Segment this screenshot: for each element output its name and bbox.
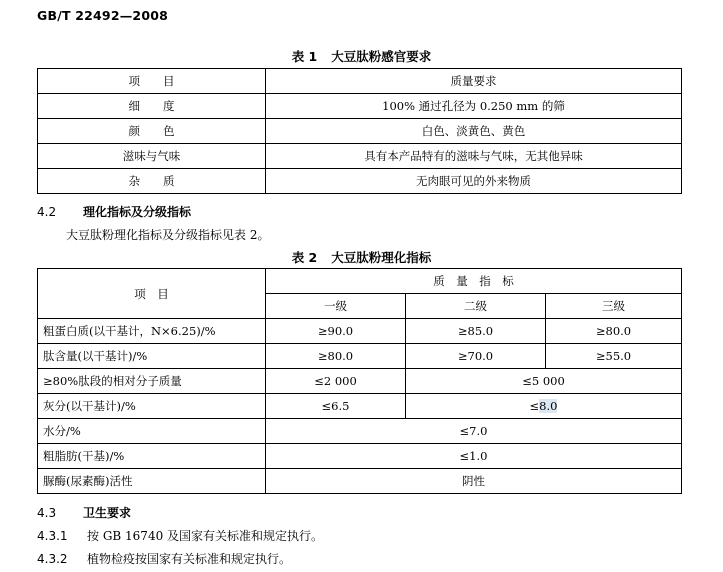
protein-grade-2: ≥85.0 xyxy=(406,319,546,344)
table-row xyxy=(38,319,682,344)
header-grade-1: 一级 xyxy=(266,294,406,319)
section-4-3-heading xyxy=(37,504,131,521)
peptide-grade-3: ≥55.0 xyxy=(546,344,682,369)
table1-caption-title: 大豆肽粉感官要求 xyxy=(331,49,432,64)
row-label: 滋味与气味 xyxy=(38,144,266,169)
table1-caption-number: 表 1 xyxy=(291,49,318,64)
clause-4-3-2 xyxy=(37,550,291,567)
row-label-molecular-mass: ≥80%肽段的相对分子质量 xyxy=(38,369,266,394)
physicochemical-indicators-table xyxy=(37,268,682,494)
section-number: 4.2 xyxy=(37,205,57,219)
clause-text: 植物检疫按国家有关标准和规定执行。 xyxy=(87,552,292,566)
row-label-peptide: 肽含量(以干基计)/% xyxy=(38,344,266,369)
row-value: 无肉眼可见的外来物质 xyxy=(266,169,682,194)
peptide-grade-1: ≥80.0 xyxy=(266,344,406,369)
table-row xyxy=(38,344,682,369)
protein-grade-3: ≥80.0 xyxy=(546,319,682,344)
row-label-protein: 粗蛋白质(以干基计，N×6.25)/% xyxy=(38,319,266,344)
row-value: 100% 通过孔径为 0.250 mm 的筛 xyxy=(266,94,682,119)
clause-text: 按 GB 16740 及国家有关标准和规定执行。 xyxy=(87,529,324,543)
clause-4-3-1 xyxy=(37,527,323,544)
table-row xyxy=(38,394,682,419)
table-row xyxy=(38,144,682,169)
table1-caption xyxy=(0,47,723,65)
fat-all-grades: ≤1.0 xyxy=(266,444,682,469)
row-label-urease: 脲酶(尿素酶)活性 xyxy=(38,469,266,494)
mass-grade-1: ≤2 000 xyxy=(266,369,406,394)
ash-grade-1: ≤6.5 xyxy=(266,394,406,419)
row-label: 细 度 xyxy=(38,94,266,119)
row-value: 白色、淡黄色、黄色 xyxy=(266,119,682,144)
peptide-grade-2: ≥70.0 xyxy=(406,344,546,369)
header-grade-3: 三级 xyxy=(546,294,682,319)
table-row xyxy=(38,94,682,119)
row-value: 具有本产品特有的滋味与气味，无其他异味 xyxy=(266,144,682,169)
paragraph-4-2: 大豆肽粉理化指标及分级指标见表 2。 xyxy=(66,228,270,242)
header-item: 项 目 xyxy=(38,69,266,94)
row-label-moisture: 水分/% xyxy=(38,419,266,444)
header-quality-requirement: 质量要求 xyxy=(266,69,682,94)
table2-caption-title: 大豆肽粉理化指标 xyxy=(331,250,432,265)
table-row xyxy=(38,119,682,144)
moisture-all-grades: ≤7.0 xyxy=(266,419,682,444)
table-header-row xyxy=(38,69,682,94)
table2-caption-number: 表 2 xyxy=(291,250,318,265)
urease-all-grades: 阴性 xyxy=(266,469,682,494)
section-number: 4.3 xyxy=(37,506,57,520)
clause-number: 4.3.2 xyxy=(37,552,68,566)
clause-number: 4.3.1 xyxy=(37,529,68,543)
table-row xyxy=(38,369,682,394)
table-row xyxy=(38,444,682,469)
header-item: 项 目 xyxy=(38,269,266,319)
row-label-crude-fat: 粗脂肪(干基)/% xyxy=(38,444,266,469)
mass-grade-2-3: ≤5 000 xyxy=(406,369,682,394)
section-title: 卫生要求 xyxy=(83,506,132,520)
section-title: 理化指标及分级指标 xyxy=(83,205,192,219)
table2-caption xyxy=(0,248,723,266)
ash-prefix: ≤ xyxy=(529,399,540,413)
row-label: 颜 色 xyxy=(38,119,266,144)
protein-grade-1: ≥90.0 xyxy=(266,319,406,344)
row-label-ash: 灰分(以干基计)/% xyxy=(38,394,266,419)
document-header: GB/T 22492—2008 xyxy=(37,8,169,23)
section-4-2-heading xyxy=(37,203,191,220)
table-row xyxy=(38,419,682,444)
table-row xyxy=(38,469,682,494)
table-row xyxy=(38,169,682,194)
table-header-row xyxy=(38,269,682,294)
ash-grade-2-3 xyxy=(406,394,682,419)
header-grade-2: 二级 xyxy=(406,294,546,319)
header-quality-indicator: 质 量 指 标 xyxy=(266,269,682,294)
row-label: 杂 质 xyxy=(38,169,266,194)
sensory-requirements-table xyxy=(37,68,682,194)
selected-text-highlight[interactable]: 8.0 xyxy=(539,399,558,413)
